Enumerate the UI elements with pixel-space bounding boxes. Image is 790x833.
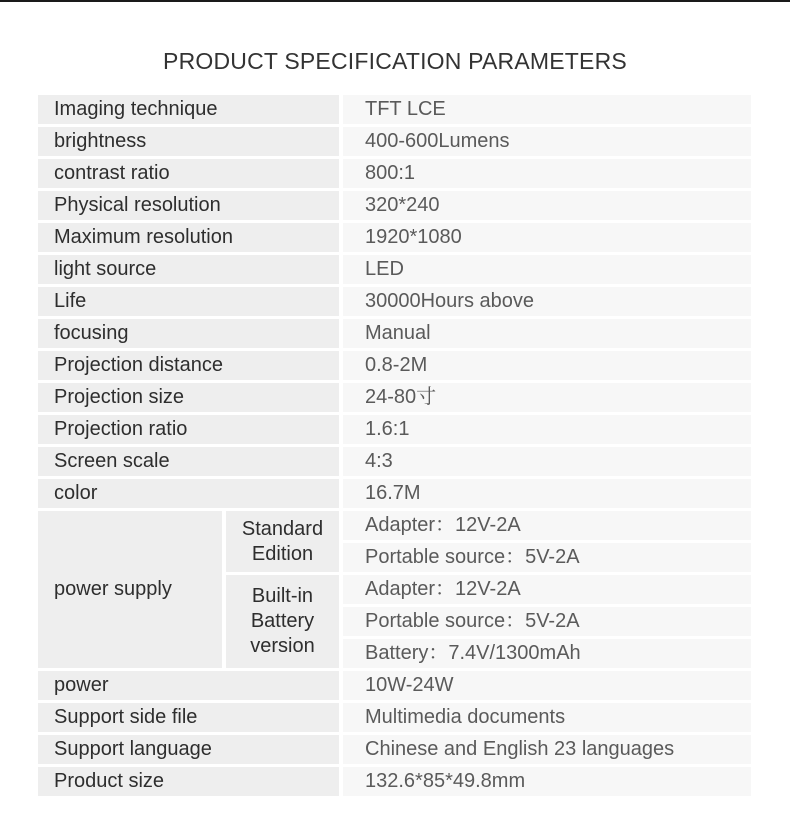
spec-label: color: [38, 479, 339, 508]
builtin-battery-value: Battery：7.4V/1300mAh: [343, 639, 751, 668]
builtin-portable-value: Portable source：5V-2A: [343, 607, 751, 636]
standard-edition-label: Standard Edition: [226, 511, 339, 572]
spec-row: [38, 319, 751, 351]
spec-row: [38, 447, 751, 479]
spec-row: [38, 287, 751, 319]
spec-row: [38, 735, 751, 767]
spec-value: Chinese and English 23 languages: [343, 735, 751, 764]
spec-value: 400-600Lumens: [343, 127, 751, 156]
power-supply-label: power supply: [38, 511, 222, 668]
spec-row: [38, 671, 751, 703]
spec-row: [38, 415, 751, 447]
spec-label: Support language: [38, 735, 339, 764]
spec-label: Screen scale: [38, 447, 339, 476]
spec-label: Projection size: [38, 383, 339, 412]
spec-row: [38, 703, 751, 735]
spec-row: [38, 351, 751, 383]
page-title: PRODUCT SPECIFICATION PARAMETERS: [163, 48, 627, 74]
spec-value: 16.7M: [343, 479, 751, 508]
spec-label: light source: [38, 255, 339, 284]
builtin-adapter-value: Adapter：12V-2A: [343, 575, 751, 604]
spec-label: focusing: [38, 319, 339, 348]
spec-value: 0.8-2M: [343, 351, 751, 380]
spec-label: power: [38, 671, 339, 700]
spec-row: [38, 95, 751, 127]
spec-row: [38, 767, 751, 799]
top-divider: [0, 0, 790, 2]
spec-value: TFT LCE: [343, 95, 751, 124]
spec-value: 30000Hours above: [343, 287, 751, 316]
spec-label: contrast ratio: [38, 159, 339, 188]
spec-value: LED: [343, 255, 751, 284]
spec-label: Physical resolution: [38, 191, 339, 220]
builtin-battery-label: Built-in Battery version: [226, 575, 339, 668]
spec-value: 1920*1080: [343, 223, 751, 252]
spec-row: [38, 159, 751, 191]
spec-value: Manual: [343, 319, 751, 348]
spec-label: brightness: [38, 127, 339, 156]
spec-label: Maximum resolution: [38, 223, 339, 252]
standard-portable-value: Portable source：5V-2A: [343, 543, 751, 572]
spec-label: Life: [38, 287, 339, 316]
spec-value: Multimedia documents: [343, 703, 751, 732]
spec-table: [38, 95, 751, 799]
spec-value: 4:3: [343, 447, 751, 476]
spec-row: [38, 479, 751, 511]
spec-value: 800:1: [343, 159, 751, 188]
spec-value: 320*240: [343, 191, 751, 220]
spec-label: Product size: [38, 767, 339, 796]
spec-row: [38, 127, 751, 159]
standard-adapter-value: Adapter：12V-2A: [343, 511, 751, 540]
spec-value: 10W-24W: [343, 671, 751, 700]
spec-row: [38, 255, 751, 287]
spec-label: Projection distance: [38, 351, 339, 380]
spec-row: [38, 223, 751, 255]
spec-row: [38, 383, 751, 415]
spec-value: 24-80寸: [343, 383, 751, 412]
power-supply-group: [38, 511, 751, 671]
spec-label: Projection ratio: [38, 415, 339, 444]
spec-label: Imaging technique: [38, 95, 339, 124]
spec-row: [38, 191, 751, 223]
spec-label: Support side file: [38, 703, 339, 732]
spec-value: 132.6*85*49.8mm: [343, 767, 751, 796]
spec-value: 1.6:1: [343, 415, 751, 444]
